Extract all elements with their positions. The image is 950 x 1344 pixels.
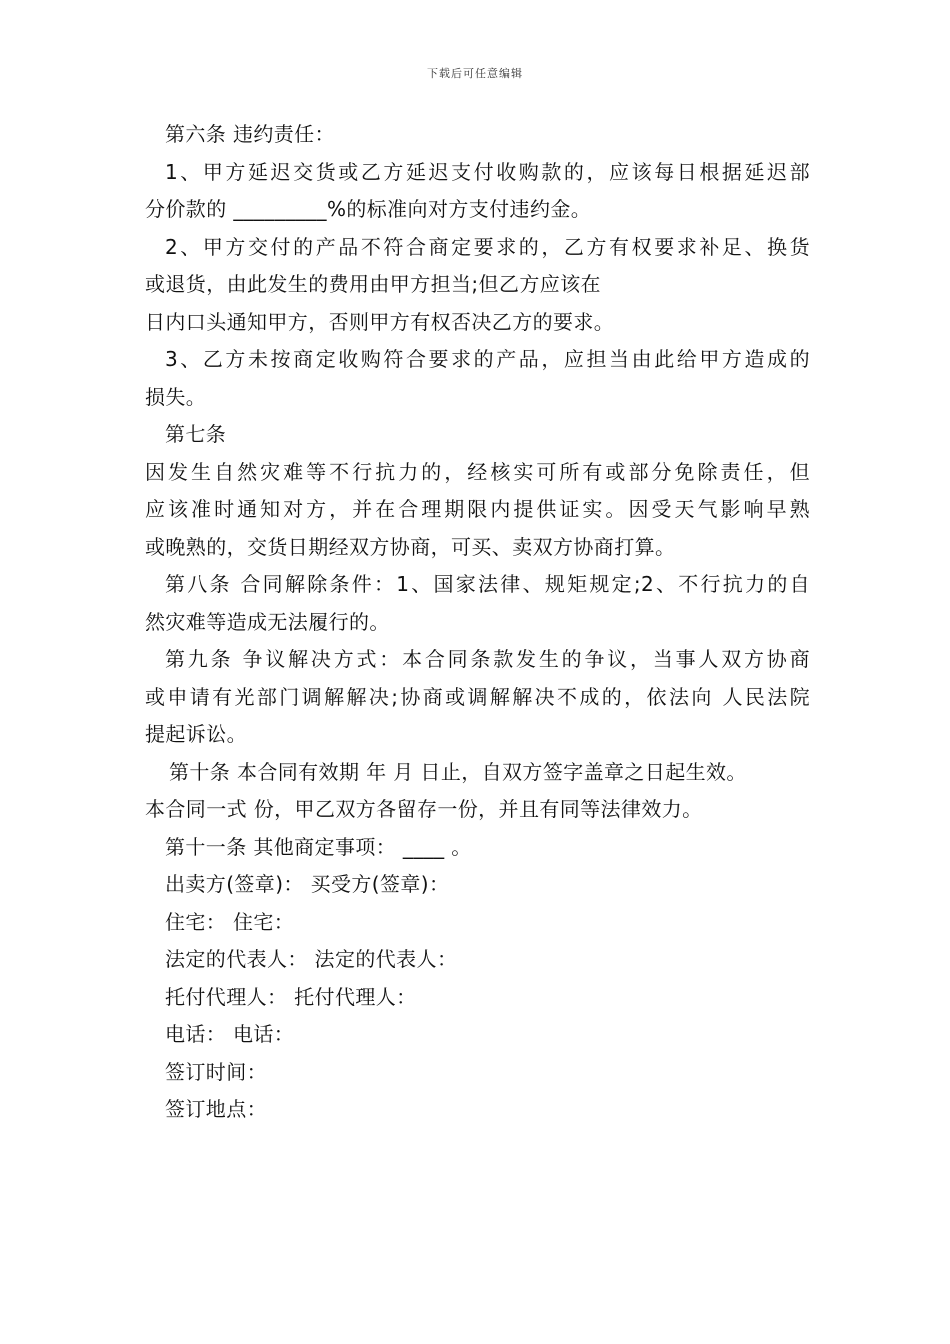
article-11-line: 第十一条 其他商定事项： ____ 。 [165,834,472,859]
article-6-clause-2-line-1: 2、甲方交付的产品不符合商定要求的，乙方有权要求补足、换货 [165,234,810,259]
signature-seller-buyer: 出卖方(签章)： 买受方(签章)： [165,872,450,896]
signature-legal-representative: 法定的代表人： 法定的代表人： [165,947,458,971]
article-8-line-1: 第八条 合同解除条件：1、国家法律、规矩规定;2、不行抗力的自 [165,572,810,596]
article-7-line-3: 或晚熟的，交货日期经双方协商，可买、卖双方协商打算。 [145,534,676,559]
article-6-heading: 第六条 违约责任： [165,122,335,146]
signature-date: 签订时间： [165,1059,267,1084]
signature-phone: 电话： 电话： [165,1022,295,1046]
signature-place: 签订地点： [165,1097,267,1121]
article-6-clause-1-line-1: 1、甲方延迟交货或乙方延迟支付收购款的，应该每日根据延迟部 [165,159,810,184]
article-6-clause-2-line-2: 或退货，由此发生的费用由甲方担当;但乙方应该在 [145,272,601,296]
article-7-line-1: 因发生自然灾难等不行抗力的，经核实可所有或部分免除责任，但 [145,459,810,484]
article-9-line-2: 或申请有光部门调解解决;协商或调解解决不成的，依法向 人民法院 [145,684,810,709]
article-8-line-2: 然灾难等造成无法履行的。 [145,609,390,634]
article-10-line-1: 第十条 本合同有效期 年 月 日止，自双方签字盖章之日起生效。 [169,759,747,784]
article-6-clause-3-line-2: 损失。 [145,384,207,409]
article-9-line-3: 提起诉讼。 [145,722,247,746]
document-body [145,116,810,1129]
article-9-line-1: 第九条 争议解决方式：本合同条款发生的争议，当事人双方协商 [165,647,810,671]
article-6-clause-1-line-2: 分价款的 _________%的标准向对方支付违约金。 [145,197,592,221]
article-7-line-2: 应该准时通知对方，并在合理期限内提供证实。因受天气影响早熟 [145,497,810,521]
article-6-clause-3-line-1: 3、乙方未按商定收购符合要求的产品，应担当由此给甲方造成的 [165,347,810,371]
article-10-line-2: 本合同一式 份，甲乙双方各留存一份，并且有同等法律效力。 [145,797,703,821]
article-6-clause-2-line-3: 日内口头通知甲方，否则甲方有权否决乙方的要求。 [145,309,615,334]
signature-agent: 托付代理人： 托付代理人： [165,984,417,1009]
page-header-note: 下载后可任意编辑 [427,67,523,80]
article-7-heading: 第七条 [165,422,227,446]
signature-residence: 住宅： 住宅： [165,909,295,934]
